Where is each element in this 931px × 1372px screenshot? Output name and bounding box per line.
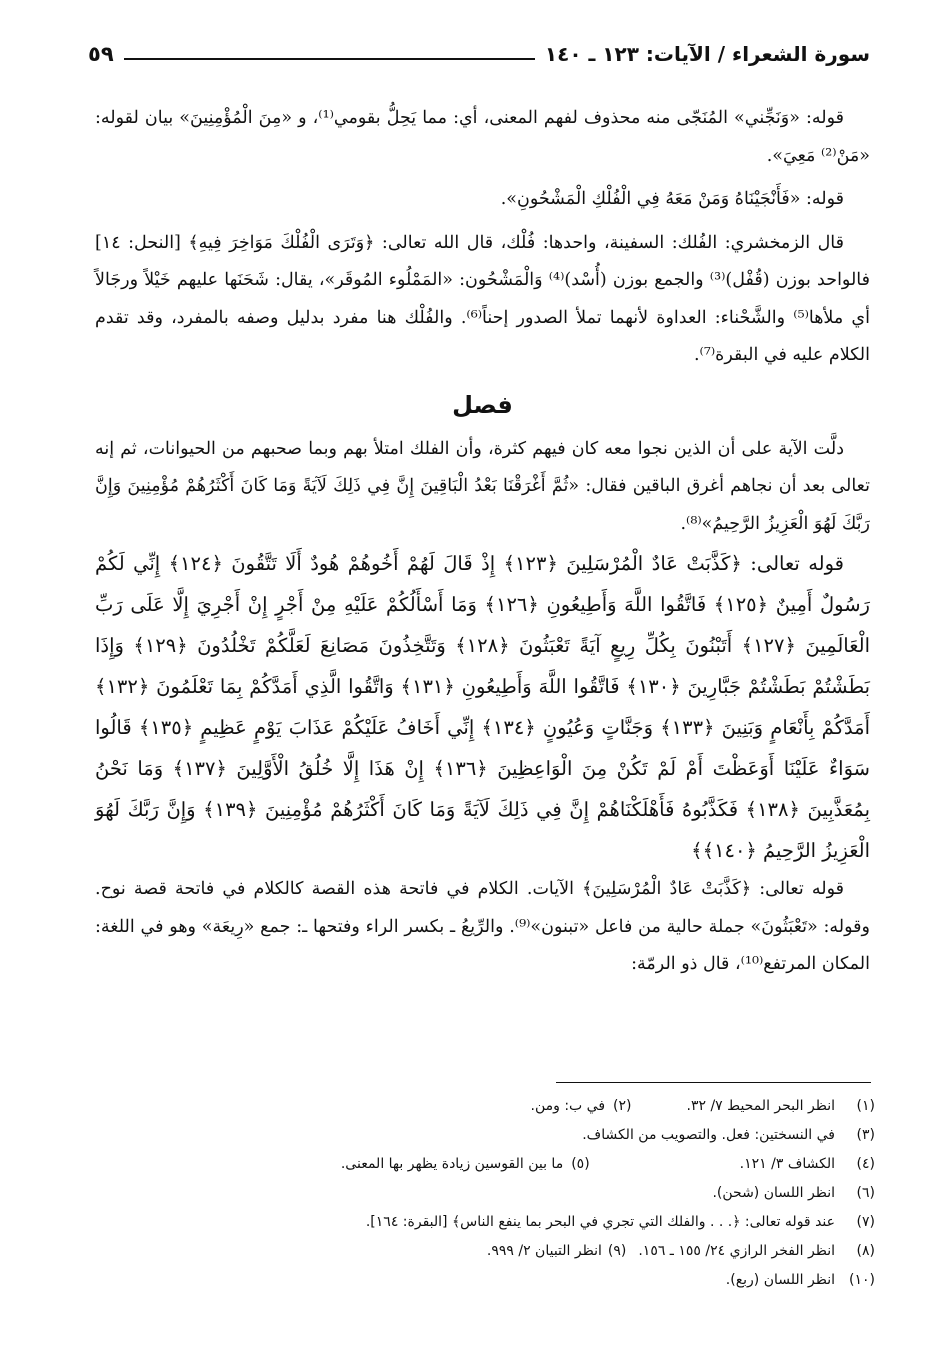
footnote-number: (٨) bbox=[856, 1243, 875, 1259]
footnote-text: الكشاف ٣/ ١٢١. bbox=[739, 1156, 835, 1172]
main-text bbox=[95, 100, 870, 984]
footnote-row bbox=[95, 1092, 875, 1121]
footnote-number: (١) bbox=[856, 1098, 875, 1114]
section-heading: فصل bbox=[452, 390, 513, 419]
paragraph-3: قال الزمخشري: الفُلك: السفينة، واحدها: فُلْك، قال الله تعالى: ﴿وَتَرَى الْفُلْكَ مَوَاخِرَ فِيهِ﴾ [النحل: ١٤] فالواحد بوزن (قُفْل)⁽³⁾ والجمع بوزن (أُسْد)⁽⁴⁾ وَالْمَشْحُون: «المَمْلُوء المُوقَر»، يقال: شَحَنَها عليهم خَيْلاً ورجَالاً أي ملأها⁽⁵⁾ والشَّحْناء: العداوة لأنهما تملأ الصدور إحناً⁽⁶⁾. والفُلْك هنا مفرد بدليل وصفه بالمفرد، وقد تقدم الكلام عليه في البقرة⁽⁷⁾. bbox=[95, 232, 870, 365]
footnote-number: (١٠) bbox=[849, 1272, 875, 1288]
header-rule bbox=[124, 58, 535, 60]
section-paragraph: دلَّت الآية على أن الذين نجوا معه كان فيهم كثرة، وأن الفلك امتلأ بهم وبما صحبهم من الحيوانات، ثم إنه تعالى بعد أن نجاهم أغرق الباقين فقال: «ثُمَّ أَغْرَقْنَا بَعْدُ الْبَاقِينَ إِنَّ فِي ذَلِكَ لَآيَةً وَمَا كَانَ أَكْثَرُهُمْ مُؤْمِنِينَ وَإِنَّ رَبَّكَ لَهُوَ الْعَزِيزُ الرَّحِيمُ»⁽⁸⁾. bbox=[95, 438, 870, 534]
footnote-row bbox=[95, 1266, 875, 1295]
footnote-text: انظر اللسان (شحن). bbox=[712, 1185, 835, 1201]
footnote-row bbox=[95, 1237, 875, 1266]
verses-paragraph: قوله تعالى: ﴿كَذَّبَتْ عَادٌ الْمُرْسَلِينَ ﴿١٢٣﴾ إِذْ قَالَ لَهُمْ أَخُوهُمْ هُودٌ أَلَا تَتَّقُونَ ﴿١٢٤﴾ إِنِّي لَكُمْ رَسُولٌ أَمِينٌ ﴿١٢٥﴾ فَاتَّقُوا اللَّهَ وَأَطِيعُونِ ﴿١٢٦﴾ وَمَا أَسْأَلُكُمْ عَلَيْهِ مِنْ أَجْرٍ إِنْ أَجْرِيَ إِلَّا عَلَى رَبِّ الْعَالَمِينَ ﴿١٢٧﴾ أَتَبْنُونَ بِكُلِّ رِيعٍ آيَةً تَعْبَثُونَ ﴿١٢٨﴾ وَتَتَّخِذُونَ مَصَانِعَ لَعَلَّكُمْ تَخْلُدُونَ ﴿١٢٩﴾ وَإِذَا بَطَشْتُمْ بَطَشْتُمْ جَبَّارِينَ ﴿١٣٠﴾ فَاتَّقُوا اللَّهَ وَأَطِيعُونِ ﴿١٣١﴾ وَاتَّقُوا الَّذِي أَمَدَّكُمْ بِمَا تَعْلَمُونَ ﴿١٣٢﴾ أَمَدَّكُمْ بِأَنْعَامٍ وَبَنِينَ ﴿١٣٣﴾ وَجَنَّاتٍ وَعُيُونٍ ﴿١٣٤﴾ إِنِّي أَخَافُ عَلَيْكُمْ عَذَابَ يَوْمٍ عَظِيمٍ ﴿١٣٥﴾ قَالُوا سَوَاءٌ عَلَيْنَا أَوَعَظْتَ أَمْ لَمْ تَكُنْ مِنَ الْوَاعِظِينَ ﴿١٣٦﴾ إِنْ هَذَا إِلَّا خُلُقُ الْأَوَّلِينَ ﴿١٣٧﴾ وَمَا نَحْنُ بِمُعَذَّبِينَ ﴿١٣٨﴾ فَكَذَّبُوهُ فَأَهْلَكْنَاهُمْ إِنَّ فِي ذَلِكَ لَآيَةً وَمَا كَانَ أَكْثَرُهُمْ مُؤْمِنِينَ ﴿١٣٩﴾ وَإِنَّ رَبَّكَ لَهُوَ الْعَزِيزُ الرَّحِيمُ ﴿١٤٠﴾﴾ bbox=[95, 552, 871, 862]
closing-paragraph: قوله تعالى: ﴿كَذَّبَتْ عَادٌ الْمُرْسَلِينَ﴾ الآيات. الكلام في فاتحة هذه القصة كالكلام في فاتحة قصة نوح. وقوله: «تَعْبَثُونَ» جملة حالية من فاعل «تبنون»⁽⁹⁾. والرِّيعُ ـ بكسر الراء وفتحها ـ: جمع «رِيعَة» وهو في اللغة: المكان المرتفع⁽¹⁰⁾، قال ذو الرمّة: bbox=[95, 879, 870, 974]
footnote-text: ما بين القوسين زيادة يظهر بها المعنى. bbox=[340, 1156, 564, 1172]
footnote-number: (٧) bbox=[856, 1214, 875, 1230]
footnote-text: انظر اللسان (ربع). bbox=[725, 1272, 835, 1288]
footnote-text: انظر الفخر الرازي ٢٤/ ١٥٥ ـ ١٥٦. bbox=[638, 1243, 835, 1259]
page-header bbox=[88, 30, 870, 66]
footnote-row bbox=[95, 1179, 875, 1208]
running-title: سورة الشعراء / الآيات: ١٢٣ ـ ١٤٠ bbox=[544, 42, 870, 66]
footnote-number: (٥) bbox=[571, 1156, 590, 1172]
paragraph-1: قوله: «وَنَجِّني» المُنَجّى منه محذوف لفهم المعنى، أي: مما يَحِلُّ بقومي⁽¹⁾، و «مِنَ الْمُؤْمِنِينَ» بيان لقوله: «مَنْ⁽²⁾ مَعِيَ». bbox=[95, 108, 870, 166]
footnote-row bbox=[95, 1150, 875, 1179]
footnote-divider bbox=[556, 1082, 871, 1083]
footnote-number: (٦) bbox=[856, 1185, 875, 1201]
footnote-number: (٤) bbox=[856, 1156, 875, 1172]
footnote-text: انظر التبيان ٢/ ٩٩٩. bbox=[486, 1243, 602, 1259]
footnotes bbox=[95, 1092, 875, 1295]
footnote-text: في النسختين: فعل. والتصويب من الكشاف. bbox=[582, 1127, 835, 1143]
footnote-row bbox=[95, 1121, 875, 1150]
footnote-number: (٣) bbox=[856, 1127, 875, 1143]
footnote-text: انظر البحر المحيط ٧/ ٣٢. bbox=[686, 1098, 835, 1114]
paragraph-2: قوله: «فَأَنْجَيْنَاهُ وَمَنْ مَعَهُ فِي الْفُلْكِ الْمَشْحُونِ». bbox=[500, 189, 844, 209]
footnote-text: عند قوله تعالى: ﴿. . . والفلك التي تجري في البحر بما ينفع الناس﴾ [البقرة: ١٦٤]. bbox=[365, 1214, 835, 1230]
page-number: ٥٩ bbox=[88, 42, 114, 66]
footnote-row bbox=[95, 1208, 875, 1237]
footnote-number: (٢) bbox=[613, 1098, 632, 1114]
footnote-text: في ب: ومن. bbox=[530, 1098, 606, 1114]
footnote-number: (٩) bbox=[607, 1243, 627, 1259]
